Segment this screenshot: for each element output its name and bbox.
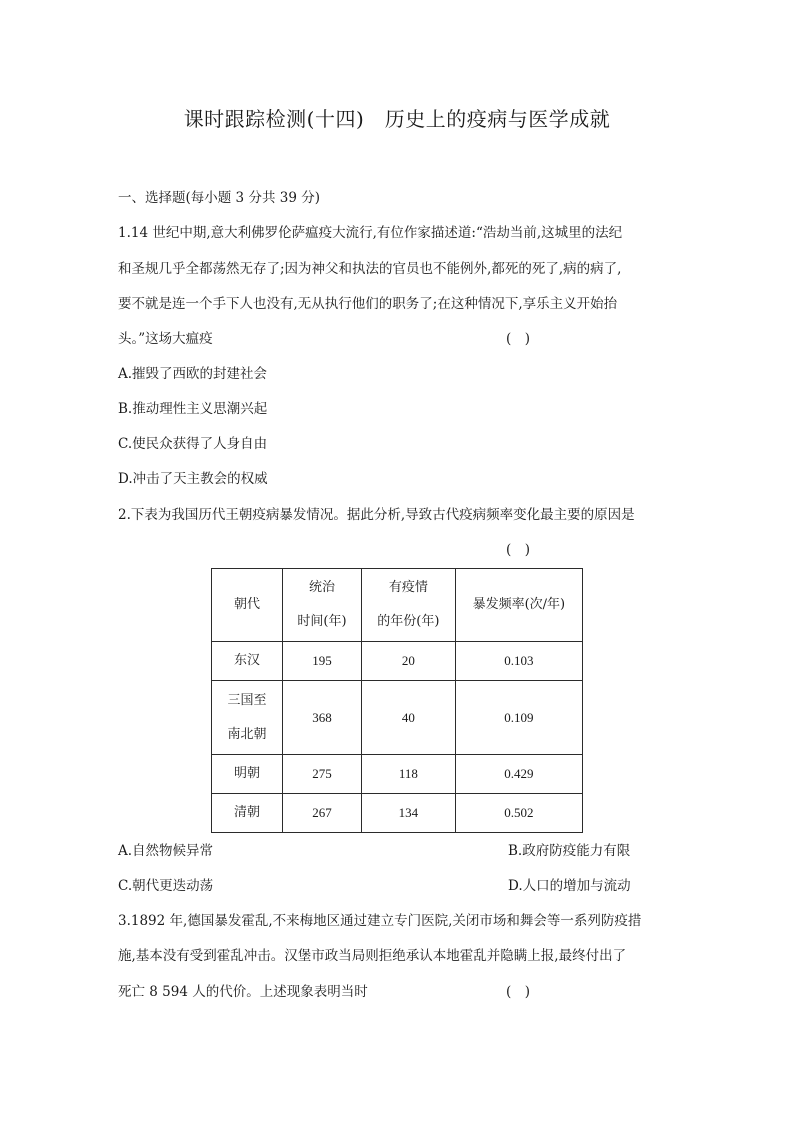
cell-rule-duration: 195	[282, 642, 361, 681]
cell-epidemic-years: 20	[361, 642, 455, 681]
q1-stem-line-3: 要不就是连一个手下人也没有,无从执行他们的职务了;在这种情况下,享乐主义开始抬	[118, 296, 618, 312]
page-title: 课时跟踪检测(十四) 历史上的疫病与医学成就	[183, 107, 611, 131]
q1-option-a: A.摧毁了西欧的封建社会	[118, 366, 268, 382]
cell-frequency: 0.109	[455, 681, 582, 755]
q1-option-d: D.冲击了天主教会的权威	[118, 471, 268, 487]
q1-stem-line-1: 1.14 世纪中期,意大利佛罗伦萨瘟疫大流行,有位作家描述道:“浩劫当前,这城里的法纪	[118, 225, 623, 241]
header-outbreak-frequency: 暴发频率(次/年)	[455, 569, 582, 642]
cell-rule-duration: 275	[282, 755, 361, 794]
q2-answer-paren: ( )	[506, 542, 531, 558]
cell-rule-duration: 368	[282, 681, 361, 755]
q1-answer-paren: ( )	[506, 331, 531, 347]
cell-dynasty: 明朝	[212, 755, 283, 794]
cell-epidemic-years: 118	[361, 755, 455, 794]
cell-dynasty: 清朝	[212, 794, 283, 833]
cell-dynasty: 三国至 南北朝	[212, 681, 283, 755]
q2-option-c: C.朝代更迭动荡	[118, 878, 214, 894]
table-row	[212, 755, 583, 794]
cell-epidemic-years: 40	[361, 681, 455, 755]
q2-option-d: D.人口的增加与流动	[508, 878, 631, 894]
cell-rule-duration: 267	[282, 794, 361, 833]
q3-stem-line-3: 死亡 8 594 人的代价。上述现象表明当时	[118, 984, 368, 1000]
cell-epidemic-years: 134	[361, 794, 455, 833]
header-dynasty: 朝代	[212, 569, 283, 642]
q3-stem-line-1: 3.1892 年,德国暴发霍乱,不来梅地区通过建立专门医院,关闭市场和舞会等一系列防疫措	[118, 913, 642, 929]
q2-option-a: A.自然物候异常	[118, 843, 214, 859]
q1-option-c: C.使民众获得了人身自由	[118, 436, 268, 452]
q2-stem-line-1: 2.下表为我国历代王朝疫病暴发情况。据此分析,导致古代疫病频率变化最主要的原因是	[118, 507, 635, 523]
header-rule-duration: 统治 时间(年)	[282, 569, 361, 642]
cell-dynasty: 东汉	[212, 642, 283, 681]
section-heading: 一、选择题(每小题 3 分共 39 分)	[118, 190, 320, 206]
cell-frequency: 0.103	[455, 642, 582, 681]
epidemic-frequency-table	[211, 568, 583, 833]
q1-stem-line-4: 头。”这场大瘟疫	[118, 331, 213, 347]
q1-stem-line-2: 和圣规几乎全都荡然无存了;因为神父和执法的官员也不能例外,都死的死了,病的病了,	[118, 261, 622, 277]
table-row	[212, 642, 583, 681]
table-header-row	[212, 569, 583, 642]
q3-answer-paren: ( )	[506, 984, 531, 1000]
cell-frequency: 0.429	[455, 755, 582, 794]
q1-option-b: B.推动理性主义思潮兴起	[118, 401, 268, 417]
table-row	[212, 794, 583, 833]
table-row	[212, 681, 583, 755]
header-epidemic-years: 有疫情 的年份(年)	[361, 569, 455, 642]
cell-frequency: 0.502	[455, 794, 582, 833]
q3-stem-line-2: 施,基本没有受到霍乱冲击。汉堡市政当局则拒绝承认本地霍乱并隐瞒上报,最终付出了	[118, 948, 627, 964]
q2-option-b: B.政府防疫能力有限	[508, 843, 631, 859]
